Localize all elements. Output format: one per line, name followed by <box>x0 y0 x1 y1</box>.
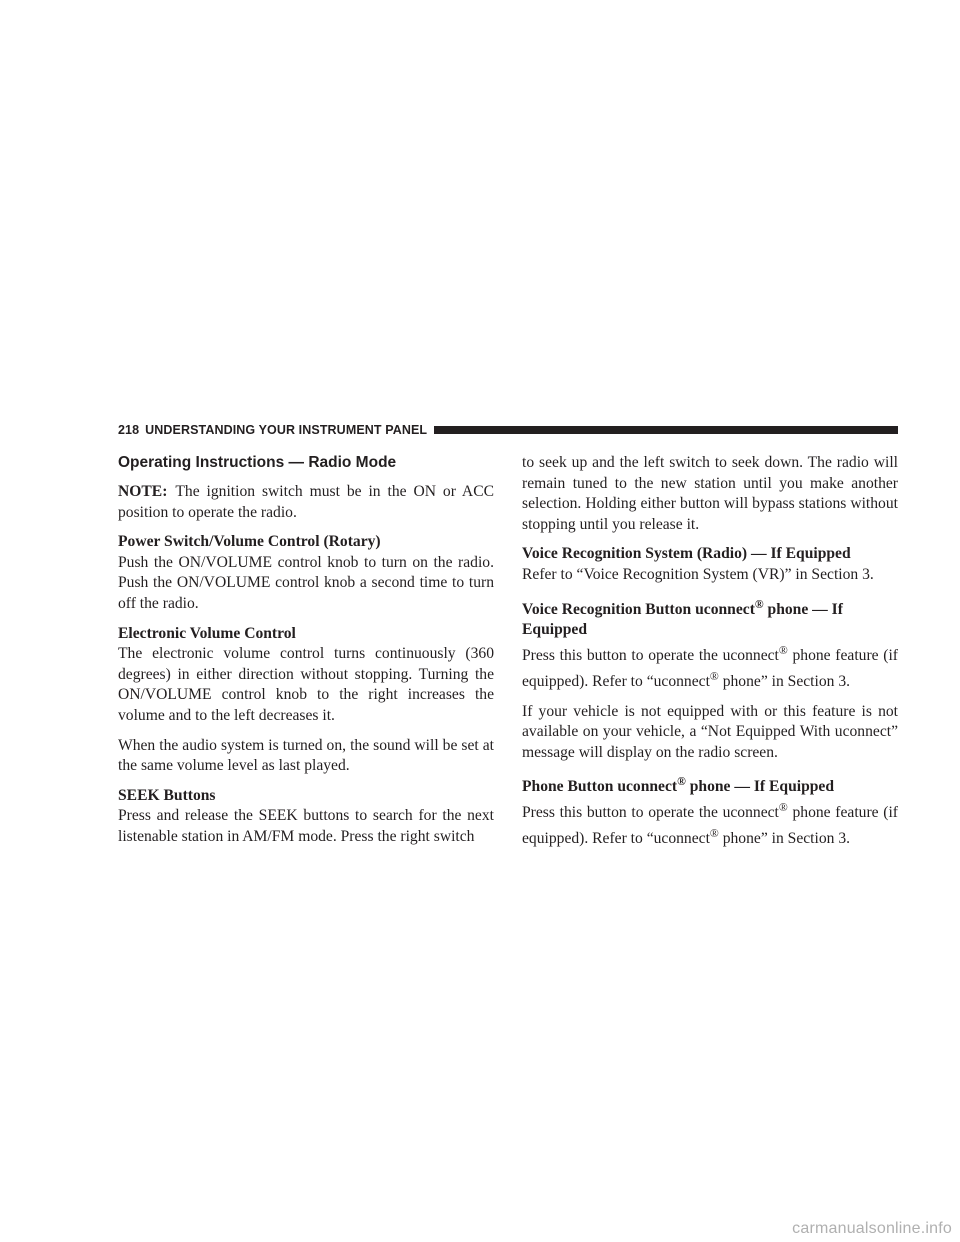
registered-mark: ® <box>709 669 719 683</box>
registered-mark: ® <box>754 597 764 611</box>
not-equipped-text: If your vehicle is not equipped with or this feature is not available on your vehicle, a “Not Equipped With uconnect” message will display on the radio screen. <box>522 702 898 761</box>
registered-mark: ® <box>778 643 788 657</box>
seek-text: Press and release the SEEK buttons to search for the next listenable station in AM/FM mode. Press the right switch <box>118 807 494 845</box>
audio-text: When the audio system is turned on, the sound will be set at the same volume level as last played. <box>118 736 494 775</box>
seek-continued-text: to seek up and the left switch to seek down. The radio will remain tuned to the new station until you make another selection. Holding either button will bypass stations without stopping until you release it. <box>522 454 898 533</box>
phone-text-part: phone” in Section 3. <box>718 830 851 848</box>
phone-heading-part: Phone Button uconnect <box>522 778 678 796</box>
evc-heading: Electronic Volume Control <box>118 624 296 642</box>
phone-text <box>522 798 898 850</box>
vr-button-text-part: phone” in Section 3. <box>718 672 851 690</box>
registered-mark: ® <box>778 801 788 815</box>
vr-button-text <box>522 641 898 693</box>
vr-button-text-part: Press this button to operate the uconnect <box>522 647 779 665</box>
phone-text-part: Press this button to operate the uconnect <box>522 804 779 822</box>
evc-text: The electronic volume control turns continuously (360 degrees) in either direction without stopping. Turning the ON/VOLUME control knob to the right increases the volume and to the left decreases it. <box>118 645 494 724</box>
vr-button-heading-part: Voice Recognition Button uconnect <box>522 600 755 618</box>
page-header <box>118 421 898 439</box>
vr-button-heading <box>522 595 898 641</box>
note-label: NOTE: <box>118 483 168 500</box>
note-paragraph <box>118 482 494 523</box>
left-column <box>118 453 494 857</box>
section-heading: Operating Instructions — Radio Mode <box>118 454 397 471</box>
seek-heading: SEEK Buttons <box>118 786 216 804</box>
page-number: 218 <box>118 423 140 437</box>
watermark: carmanualsonline.info <box>792 1220 952 1237</box>
vr-heading: Voice Recognition System (Radio) — If Equipped <box>522 545 851 563</box>
phone-heading <box>522 772 898 798</box>
power-heading: Power Switch/Volume Control (Rotary) <box>118 533 381 551</box>
right-column <box>522 453 898 859</box>
header-rule <box>434 426 898 434</box>
note-text: The ignition switch must be in the ON or ACC position to operate the radio. <box>118 483 494 521</box>
vr-text: Refer to “Voice Recognition System (VR)” in Section 3. <box>522 565 874 583</box>
phone-text-part: phone feature (if equipped). Refer to “uconnect <box>522 804 898 848</box>
power-text: Push the ON/VOLUME control knob to turn on the radio. Push the ON/VOLUME control knob a second time to turn off the radio. <box>118 553 494 612</box>
section-title: UNDERSTANDING YOUR INSTRUMENT PANEL <box>145 423 428 437</box>
registered-mark: ® <box>677 775 686 789</box>
registered-mark: ® <box>709 826 719 840</box>
vr-button-heading-part: phone — If Equipped <box>522 600 843 639</box>
phone-heading-part: phone — If Equipped <box>685 778 835 796</box>
vr-button-text-part: phone feature (if equipped). Refer to “uconnect <box>522 647 898 690</box>
